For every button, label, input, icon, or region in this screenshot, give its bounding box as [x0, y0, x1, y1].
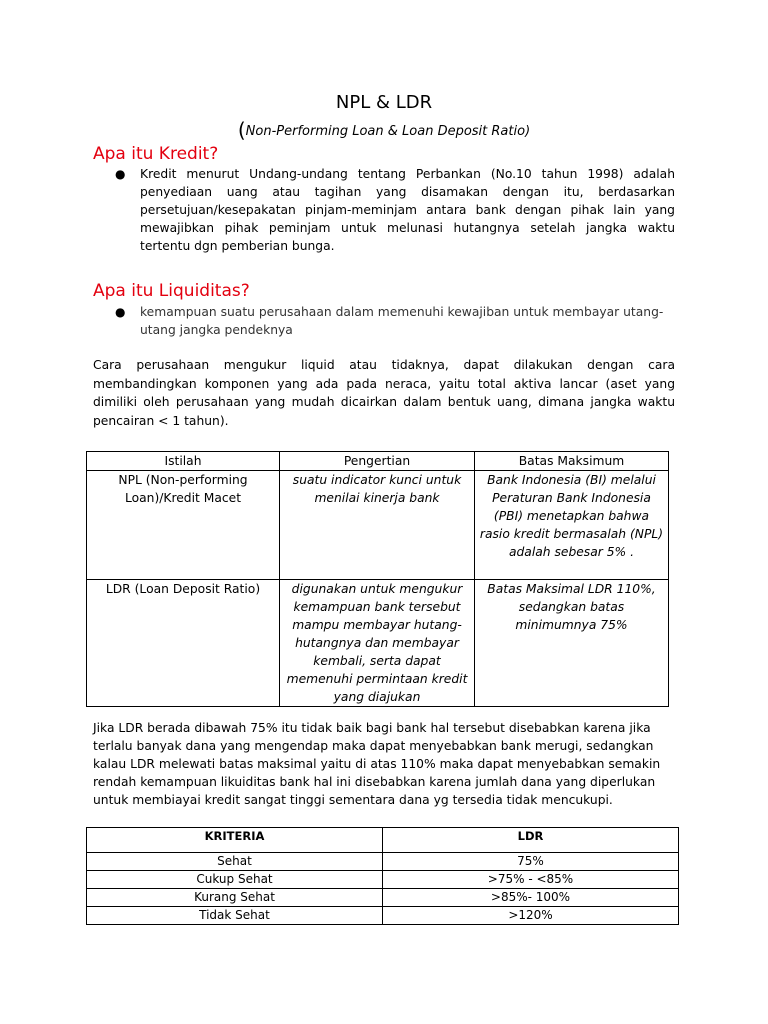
cell-kriteria: Kurang Sehat — [87, 889, 383, 907]
ldr-criteria-table — [86, 827, 679, 925]
document-title: NPL & LDR — [335, 92, 433, 113]
table-row — [87, 889, 679, 907]
cell-batas: Batas Maksimal LDR 110%, sedangkan batas minimumnya 75% — [475, 580, 669, 707]
subtitle-text: Non-Performing Loan & Loan Deposit Ratio) — [245, 124, 531, 139]
cell-ldr: >75% - <85% — [383, 871, 679, 889]
cell-kriteria: Sehat — [87, 853, 383, 871]
cell-batas: Bank Indonesia (BI) melalui Peraturan Bank Indonesia (PBI) menetapkan bahwa rasio kredit bermasalah (NPL) adalah sebesar 5% . — [475, 471, 669, 580]
heading-liquiditas: Apa itu Liquiditas? — [93, 281, 250, 301]
npl-ldr-table — [86, 451, 669, 707]
table-header-row — [87, 452, 669, 471]
cell-ldr: >120% — [383, 907, 679, 925]
col-header-ldr: LDR — [383, 828, 679, 853]
bullet-dot: ● — [115, 305, 126, 319]
table-header-row — [87, 828, 679, 853]
col-header-pengertian: Pengertian — [280, 452, 475, 471]
table-row — [87, 471, 669, 580]
cell-ldr: 75% — [383, 853, 679, 871]
cell-istilah: NPL (Non-performing Loan)/Kredit Macet — [87, 471, 280, 580]
document-subtitle — [0, 118, 768, 142]
cell-pengertian: digunakan untuk mengukur kemampuan bank tersebut mampu membayar hutang-hutangnya dan membayar kembali, serta dapat memenuhi permintaan kredit yang diajukan — [280, 580, 475, 707]
paragraph-liquid-measure: Cara perusahaan mengukur liquid atau tidaknya, dapat dilakukan dengan cara membandingkan komponen yang ada pada neraca, yaitu total aktiva lancar (aset yang dimiliki oleh perusahaan yang mudah dicairkan dalam bentuk uang, dimana jangka waktu pencairan < 1 tahun). — [93, 358, 675, 428]
cell-kriteria: Cukup Sehat — [87, 871, 383, 889]
bullet-kredit — [115, 165, 675, 255]
cell-kriteria: Tidak Sehat — [87, 907, 383, 925]
bullet-liquiditas-text: kemampuan suatu perusahaan dalam memenuhi kewajiban untuk membayar utang-utang jangka pendeknya — [140, 305, 664, 337]
heading-kredit: Apa itu Kredit? — [93, 144, 219, 164]
paragraph-ldr-explanation: Jika LDR berada dibawah 75% itu tidak baik bagi bank hal tersebut disebabkan karena jika terlalu banyak dana yang mengendap maka dapat menyebabkan bank merugi, sedangkan kalau LDR melewati batas maksimal yaitu di atas 110% maka dapat menyebabkan semakin rendah kemampuan likuiditas bank hal ini disebabkan karena jumlah dana yang diperlukan untuk membiayai kredit sangat tinggi sementara dana yg tersedia tidak mencukupi. — [93, 721, 661, 807]
cell-pengertian: suatu indicator kunci untuk menilai kinerja bank — [280, 471, 475, 580]
bullet-kredit-text: Kredit menurut Undang-undang tentang Perbankan (No.10 tahun 1998) adalah penyediaan uang atau tagihan yang disamakan dengan itu, berdasarkan persetujuan/kesepakatan pinjam-meminjam antara bank dengan pihak lain yang mewajibkan pihak peminjam untuk melunasi hutangnya setelah jangka waktu tertentu dgn pemberian bunga. — [140, 167, 675, 253]
table-row — [87, 871, 679, 889]
col-header-batas: Batas Maksimum — [475, 452, 669, 471]
col-header-kriteria: KRITERIA — [87, 828, 383, 853]
col-header-istilah: Istilah — [87, 452, 280, 471]
table-row — [87, 907, 679, 925]
subtitle-open-paren: ( — [237, 118, 246, 142]
bullet-liquiditas — [115, 303, 675, 339]
bullet-dot: ● — [115, 167, 126, 181]
table-row — [87, 580, 669, 707]
table-row — [87, 853, 679, 871]
cell-ldr: >85%- 100% — [383, 889, 679, 907]
cell-istilah: LDR (Loan Deposit Ratio) — [87, 580, 280, 707]
